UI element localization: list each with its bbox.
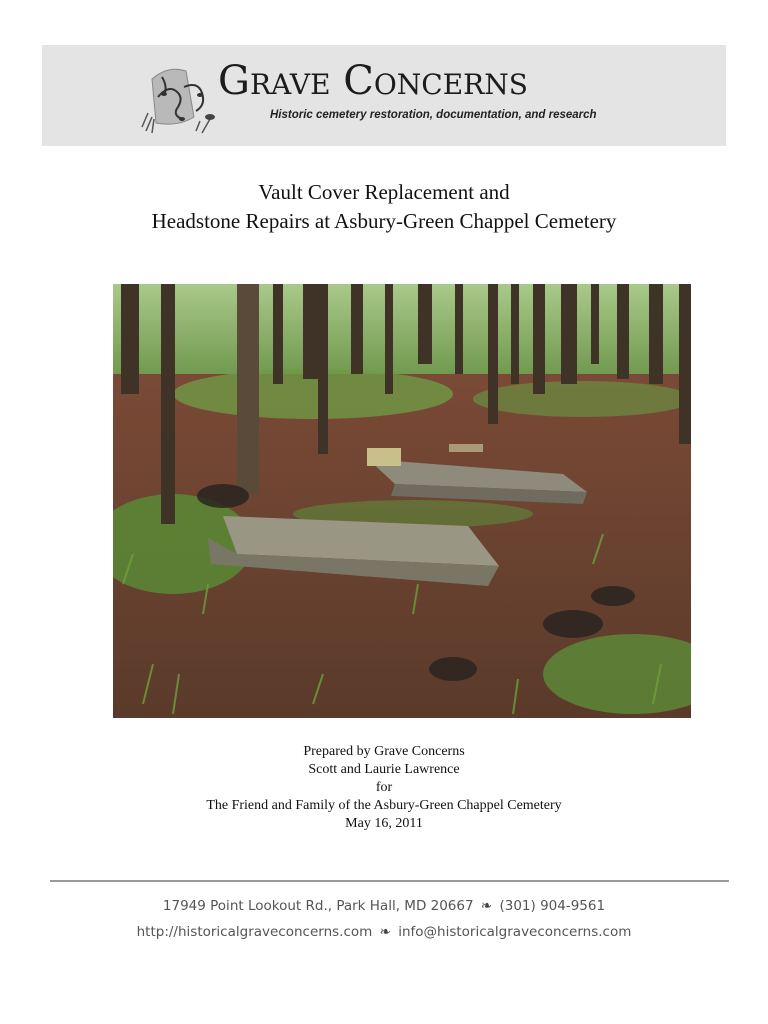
title-line-1: Vault Cover Replacement and [258, 180, 510, 204]
forest-scene-image [113, 284, 691, 718]
footer-website-link[interactable]: http://historicalgraveconcerns.com [136, 924, 373, 940]
document-title [0, 178, 768, 236]
authors: Scott and Laurie Lawrence [308, 762, 460, 777]
for-label: for [375, 780, 393, 795]
date: May 16, 2011 [345, 816, 423, 831]
footer-contact-line-1 [0, 898, 768, 914]
footer-phone: (301) 904-9561 [499, 898, 606, 914]
cemetery-photo [113, 284, 691, 718]
fleuron-icon: ❧ [379, 924, 391, 940]
footer-address: 17949 Point Lookout Rd., Park Hall, MD 20667 [162, 898, 474, 914]
prepared-by: Prepared by Grave Concerns [303, 744, 465, 759]
footer-divider [50, 880, 729, 882]
header-banner [42, 45, 726, 146]
recipient: The Friend and Family of the Asbury-Green Chappel Cemetery [206, 798, 562, 813]
brand-name: Grave Concerns [218, 58, 528, 104]
headstone-vine-logo-icon [138, 57, 222, 139]
footer-email-link[interactable]: info@historicalgraveconcerns.com [398, 924, 632, 940]
brand-tagline: Historic cemetery restoration, documentation, and research [270, 109, 597, 121]
fleuron-icon: ❧ [480, 898, 493, 914]
footer-contact-line-2 [0, 924, 768, 940]
credits-block [0, 743, 768, 833]
title-line-2: Headstone Repairs at Asbury-Green Chappel Cemetery [151, 209, 617, 233]
